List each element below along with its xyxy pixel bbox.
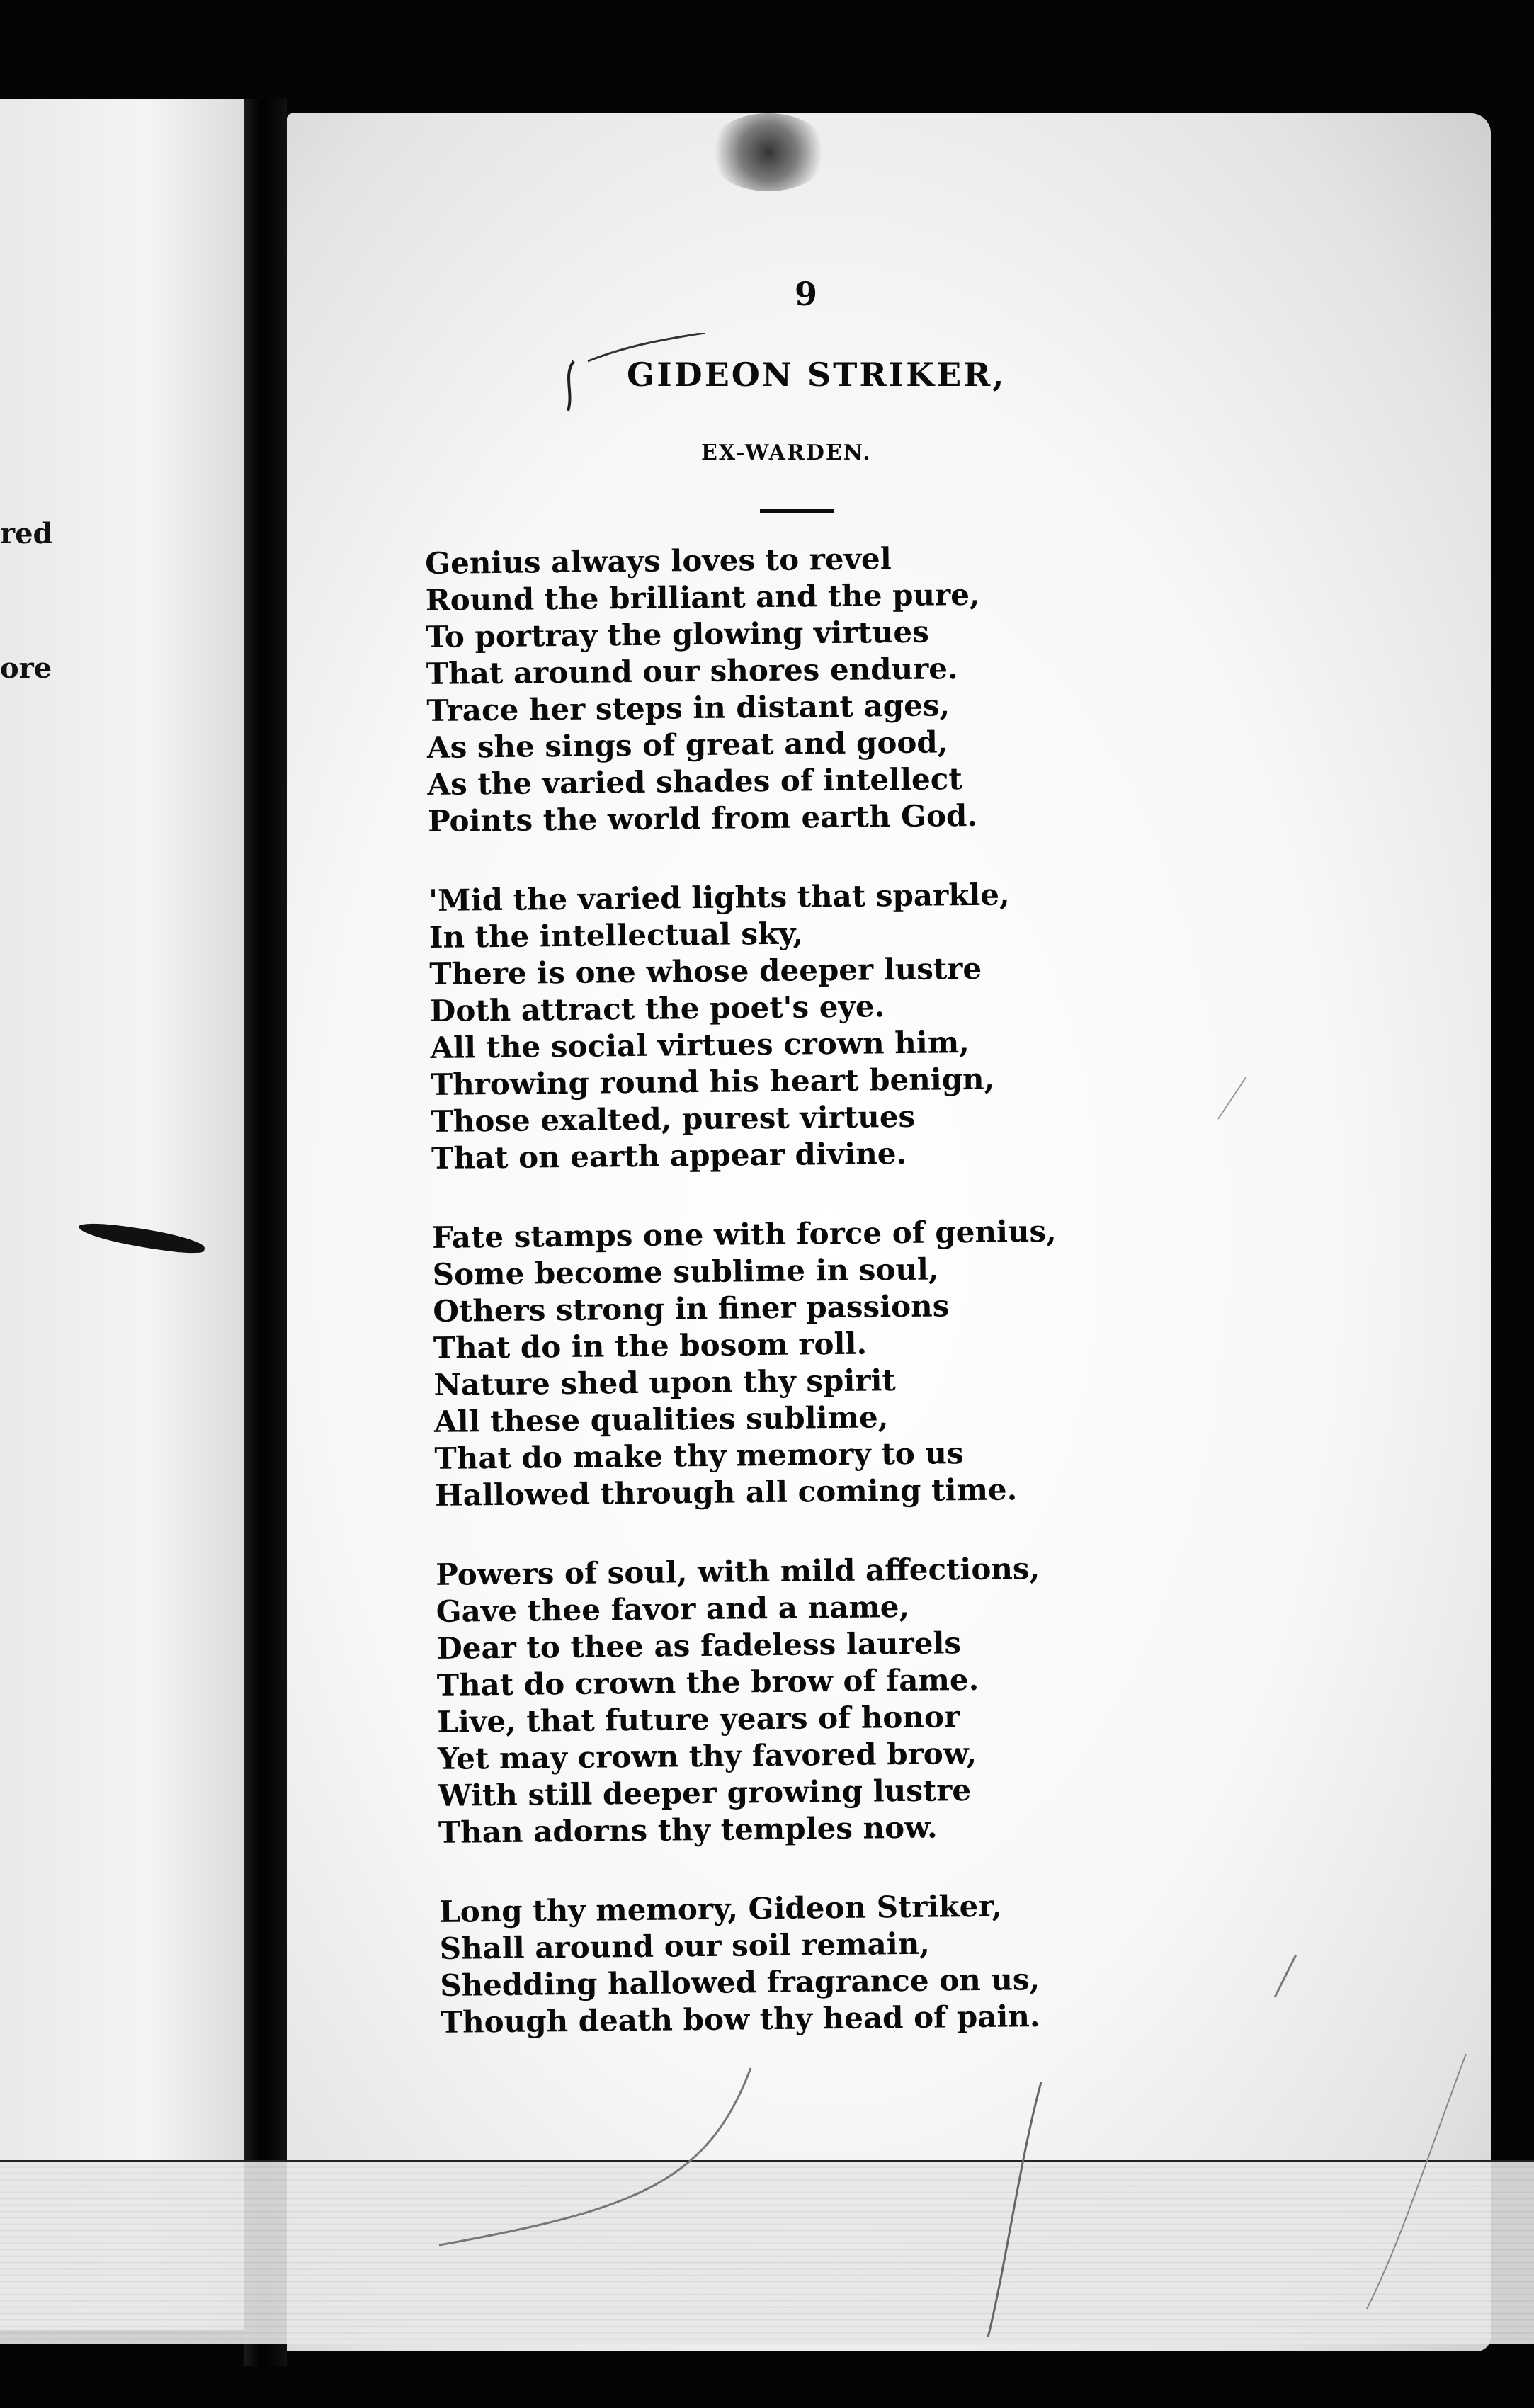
poem-line: Genius always loves to revel: [425, 541, 892, 581]
poem-body: [425, 538, 1164, 2084]
poem-line: Hallowed through all coming time.: [434, 1472, 1018, 1513]
poem-line: As the varied shades of intellect: [427, 761, 962, 802]
stanza: [439, 1886, 1163, 2041]
poem-line: Gave thee favor and a name,: [436, 1589, 910, 1629]
poem-line: That around our shores endure.: [426, 651, 958, 691]
poem-line: Round the brilliant and the pure,: [425, 577, 980, 618]
poem-line: Yet may crown thy favored brow,: [437, 1735, 977, 1776]
poem-line: All these qualities sublime,: [433, 1399, 889, 1439]
left-page-fragment: red: [0, 517, 53, 550]
stanza: [425, 538, 1150, 840]
poem-line: To portray the glowing virtues: [426, 614, 929, 654]
poem-line: Though death bow thy head of pain.: [440, 1999, 1040, 2040]
poem-line: With still deeper growing lustre: [438, 1773, 972, 1813]
poem-line: Others strong in finer passions: [433, 1288, 950, 1329]
poem-line: Shall around our soil remain,: [439, 1926, 931, 1966]
poem-line: In the intellectual sky,: [428, 916, 804, 955]
poem-line: There is one whose deeper lustre: [429, 950, 982, 992]
poem-line: That do make thy memory to us: [434, 1436, 964, 1476]
poem-line: Dear to thee as fadeless laurels: [436, 1625, 962, 1666]
poem-line: All the social virtues crown him,: [430, 1024, 970, 1065]
poem-line: Points the world from earth God.: [427, 797, 978, 839]
poem-line: Throwing round his heart benign,: [430, 1061, 995, 1102]
title-divider: [760, 509, 834, 513]
poem-line: Powers of soul, with mild affections,: [435, 1550, 1040, 1592]
stanza: [428, 875, 1154, 1177]
poem-line: That on earth appear divine.: [431, 1135, 907, 1176]
page-number: 9: [795, 275, 818, 313]
stanza: [436, 1549, 1161, 1851]
poem-line: That do in the bosom roll.: [433, 1326, 868, 1365]
poem-line: As she sings of great and good,: [426, 725, 948, 765]
poem-line: Some become sublime in soul,: [432, 1251, 939, 1292]
poem-line: That do crown the brow of fame.: [436, 1662, 979, 1703]
left-page-fragment: ore: [0, 652, 52, 685]
poem-line: Long thy memory, Gideon Striker,: [438, 1888, 1003, 1929]
poem-line: Trace her steps in distant ages,: [426, 688, 950, 728]
poem-line: Shedding hallowed fragrance on us,: [440, 1962, 1040, 2003]
poem-subtitle: EX-WARDEN.: [701, 441, 872, 465]
poem-line: Fate stamps one with force of genius,: [431, 1213, 1057, 1255]
poem-line: Those exalted, purest virtues: [431, 1098, 916, 1139]
poem-line: Doth attract the poet's eye.: [429, 989, 885, 1028]
poem-line: Nature shed upon thy spirit: [433, 1363, 897, 1402]
poem-line: Than adorns thy temples now.: [438, 1810, 938, 1850]
poem-line: 'Mid the varied lights that sparkle,: [428, 877, 1010, 918]
stanza: [432, 1212, 1157, 1514]
poem-line: Live, that future years of honor: [437, 1699, 960, 1739]
poem-title: GIDEON STRIKER,: [627, 356, 1006, 394]
